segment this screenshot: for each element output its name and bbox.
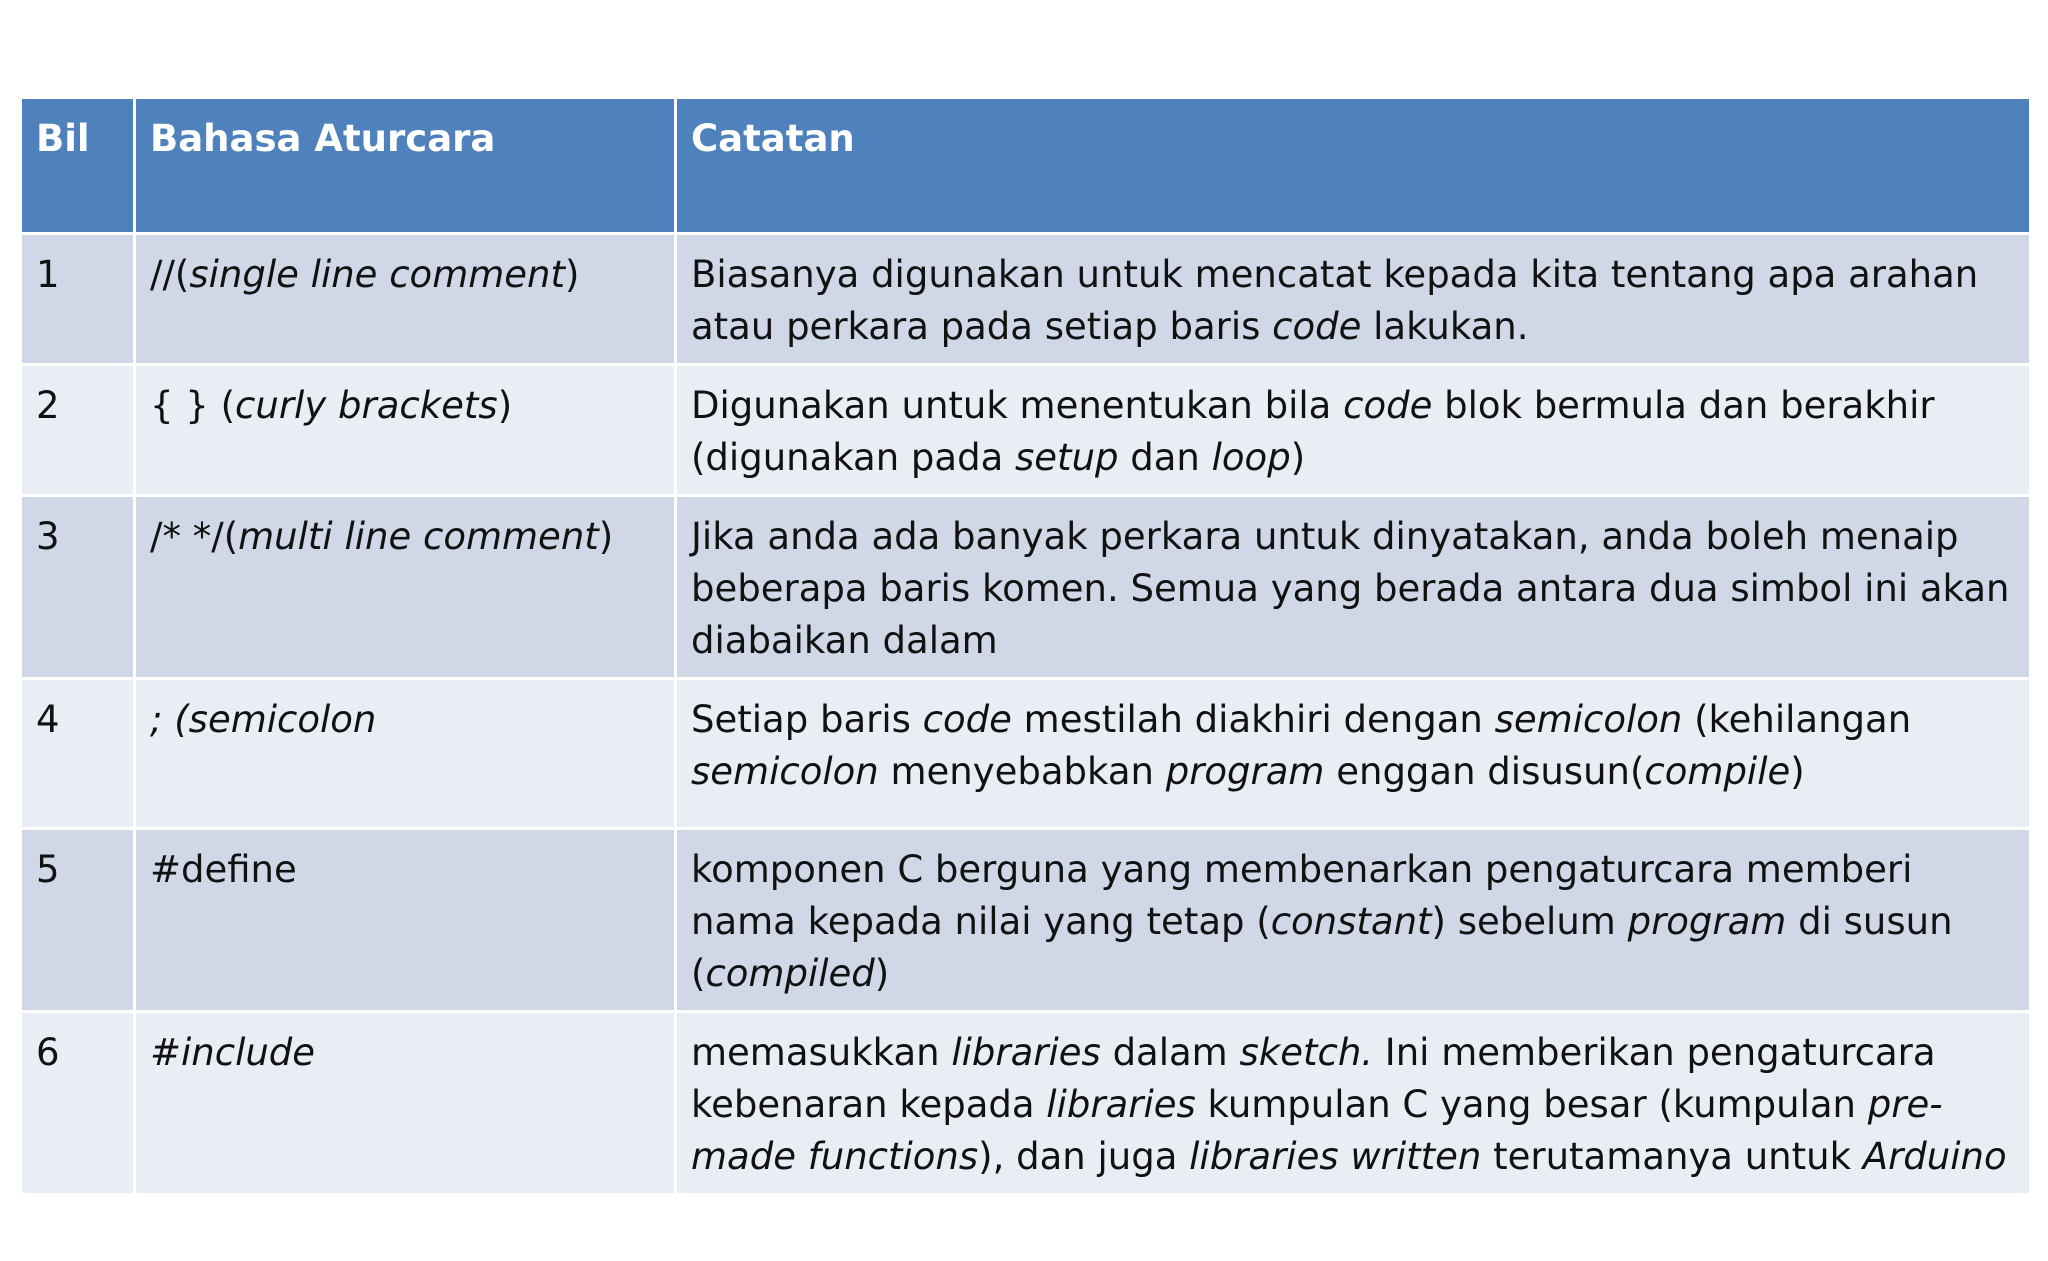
cell-bil: 5 [21, 829, 135, 1012]
note-text-italic: pre-made functions [691, 1083, 1943, 1178]
cell-syntax [135, 1012, 676, 1195]
note-text-italic: compile [1644, 750, 1791, 793]
note-text: ), dan juga [978, 1135, 1190, 1178]
note-text: (kehilangan [1682, 698, 1912, 741]
syntax-text-italic: ; (semicolon [150, 698, 377, 741]
note-text: Setiap baris [691, 698, 923, 741]
cell-syntax [135, 234, 676, 365]
note-text: Biasanya digunakan untuk mencatat kepada kita tentang apa arahan atau perkara pada setiap baris [691, 253, 1979, 348]
note-text: ) [1790, 750, 1805, 793]
syntax-table-container [19, 96, 2029, 1196]
note-text-italic: semicolon [1494, 698, 1683, 741]
table-header-row [21, 98, 2031, 234]
cell-syntax [135, 679, 676, 829]
cell-syntax [135, 496, 676, 679]
note-text: menyebabkan [878, 750, 1166, 793]
note-text-italic: program [1165, 750, 1325, 793]
cell-syntax [135, 829, 676, 1012]
table-row [21, 1012, 2031, 1195]
note-text: terutamanya untuk [1481, 1135, 1863, 1178]
note-text-italic: Arduino [1862, 1135, 2007, 1178]
note-text: ) [874, 952, 890, 995]
cell-note [676, 679, 2031, 829]
note-text: memasukkan [691, 1031, 952, 1074]
note-text-italic: libraries [1046, 1083, 1196, 1126]
syntax-text: //( [150, 253, 190, 296]
note-text-italic: loop [1211, 436, 1291, 479]
note-text-italic: code [1272, 305, 1362, 348]
cell-bil: 2 [21, 365, 135, 496]
note-text: lakukan. [1361, 305, 1529, 348]
syntax-text: { } ( [150, 384, 236, 427]
cell-note [676, 496, 2031, 679]
note-text-italic: compiled [705, 952, 875, 995]
table-row [21, 496, 2031, 679]
syntax-text: ) [497, 384, 513, 427]
note-text: enggan disusun( [1324, 750, 1645, 793]
note-text: mestilah diakhiri dengan [1011, 698, 1495, 741]
cell-note [676, 829, 2031, 1012]
note-text-italic: constant [1270, 900, 1432, 943]
syntax-text-italic: single line comment [189, 253, 565, 296]
note-text: di susun ( [691, 900, 1953, 995]
header-bahasa-aturcara: Bahasa Aturcara [135, 98, 676, 234]
note-text-italic: libraries written [1189, 1135, 1482, 1178]
syntax-text-italic: #include [150, 1031, 316, 1074]
table-row [21, 234, 2031, 365]
note-text-italic: sketch. [1239, 1031, 1374, 1074]
note-text-italic: program [1627, 900, 1787, 943]
note-text-italic: code [922, 698, 1012, 741]
note-text: Jika anda ada banyak perkara untuk dinyatakan, anda boleh menaip beberapa baris komen. Semua yang berada antara dua simbol ini akan diabaikan dalam [691, 515, 2010, 662]
syntax-text: /* */( [150, 515, 239, 558]
note-text: dan [1118, 436, 1212, 479]
table-row [21, 829, 2031, 1012]
syntax-text: ) [598, 515, 614, 558]
note-text-italic: semicolon [691, 750, 879, 793]
cell-bil: 4 [21, 679, 135, 829]
note-text: dalam [1100, 1031, 1240, 1074]
table-row [21, 365, 2031, 496]
note-text: komponen C berguna yang membenarkan pengaturcara memberi nama kepada nilai yang tetap ( [691, 848, 1913, 943]
cell-syntax [135, 365, 676, 496]
cell-note [676, 1012, 2031, 1195]
note-text: ) sebelum [1431, 900, 1628, 943]
note-text: blok bermula dan berakhir (digunakan pada [691, 384, 1935, 479]
cell-bil: 1 [21, 234, 135, 365]
cell-note [676, 234, 2031, 365]
header-bil: Bil [21, 98, 135, 234]
syntax-text-italic: curly brackets [235, 384, 498, 427]
cell-bil: 3 [21, 496, 135, 679]
cell-bil: 6 [21, 1012, 135, 1195]
syntax-table [19, 96, 2032, 1196]
note-text-italic: setup [1015, 436, 1119, 479]
note-text-italic: libraries [951, 1031, 1101, 1074]
note-text: Digunakan untuk menentukan bila [691, 384, 1344, 427]
syntax-text: ) [565, 253, 580, 296]
syntax-text: #define [150, 848, 297, 891]
note-text: kumpulan C yang besar (kumpulan [1195, 1083, 1868, 1126]
syntax-text-italic: multi line comment [238, 515, 599, 558]
note-text: ) [1290, 436, 1306, 479]
note-text: Ini memberikan pengaturcara kebenaran kepada [691, 1031, 1936, 1126]
cell-note [676, 365, 2031, 496]
table-row [21, 679, 2031, 829]
header-catatan: Catatan [676, 98, 2031, 234]
note-text-italic: code [1343, 384, 1433, 427]
